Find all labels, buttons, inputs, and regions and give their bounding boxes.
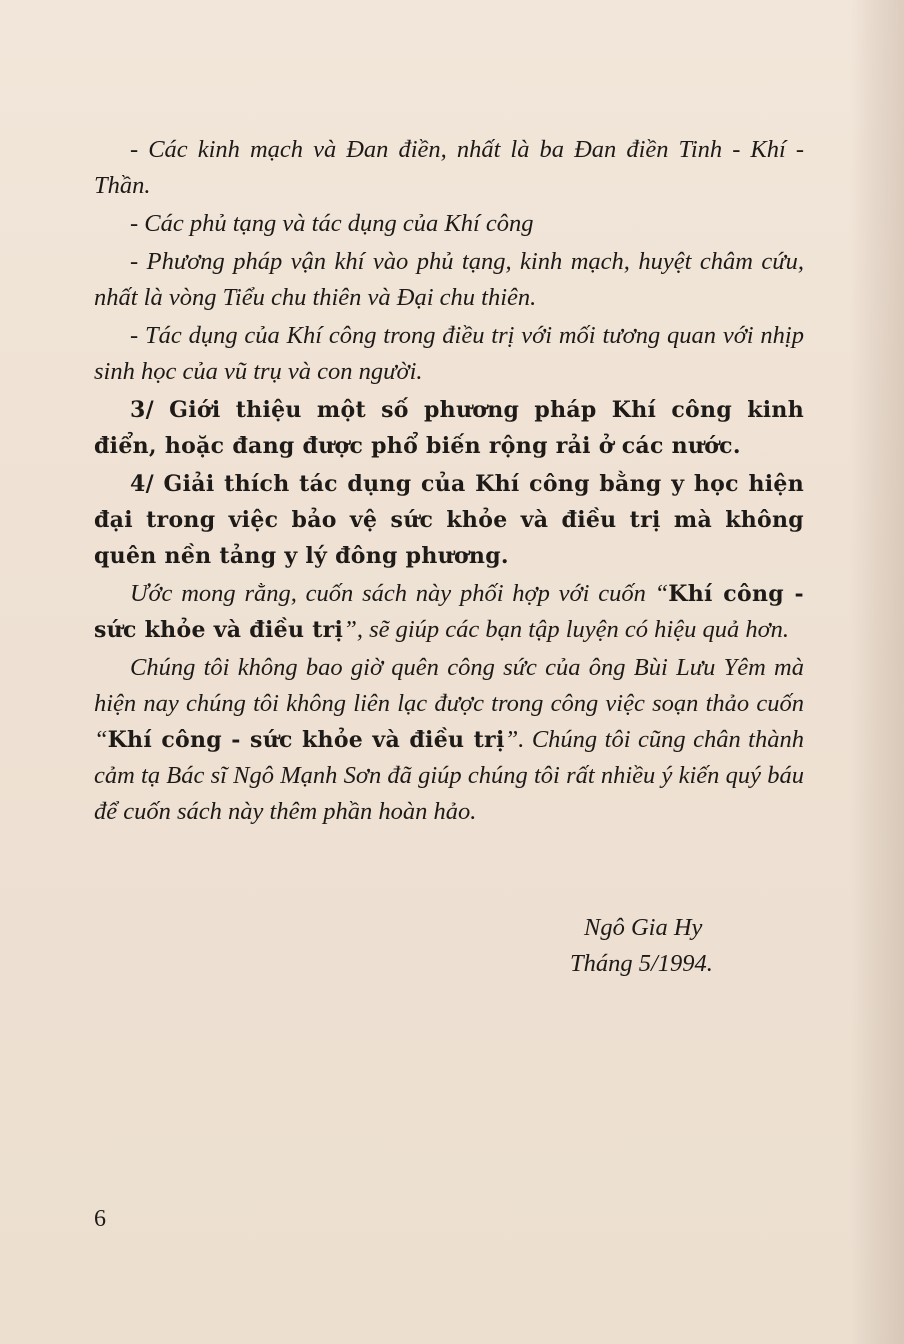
item-kinh-mach: - Các kinh mạch và Đan điền, nhất là ba Đan điền Tinh - Khí - Thần. [94, 136, 804, 199]
book-title: Khí công - sức khỏe và điều trị [94, 581, 804, 643]
hope-text-end: ”, sẽ giúp các bạn tập luyện có hiệu quả hơn. [343, 616, 790, 643]
book-title: Khí công - sức khỏe và điều trị [107, 727, 505, 753]
item-phu-tang: - Các phủ tạng và tác dụng của Khí công [130, 210, 534, 237]
item-tac-dung: - Tác dụng của Khí công trong điều trị với mối tương quan với nhịp sinh học của vũ trụ và con người. [94, 322, 804, 385]
signature-block [570, 910, 713, 982]
signature-date: Tháng 5/1994. [570, 950, 713, 977]
page-number: 6 [94, 1206, 106, 1232]
section-3: 3/ Giới thiệu một số phương pháp Khí công kinh điển, hoặc đang được phổ biến rộng rải ở các nước. [94, 397, 804, 459]
thanks-text-end: ”. Chúng tôi cũng chân thành cảm tạ Bác sĩ Ngô Mạnh Sơn đã giúp chúng tôi rất nhiều ý kiến quý báu để cuốn sách này thêm phần hoàn hảo. [94, 726, 804, 825]
author-name: Ngô Gia Hy [584, 914, 703, 941]
section-4: 4/ Giải thích tác dụng của Khí công bằng y học hiện đại trong việc bảo vệ sức khỏe và điều trị mà không quên nền tảng y lý đông phương. [94, 471, 804, 569]
hope-paragraph [94, 576, 804, 648]
thanks-text-start: Chúng tôi không bao giờ quên công sức của ông Bùi Lưu Yêm mà hiện nay chúng tôi không liên lạc được trong công việc soạn thảo cuốn “ [94, 654, 804, 753]
hope-text-start: Ước mong rằng, cuốn sách này phối hợp với cuốn “ [130, 580, 669, 607]
thanks-paragraph [94, 650, 804, 830]
page-body [94, 132, 804, 832]
item-van-khi: - Phương pháp vận khí vào phủ tạng, kinh mạch, huyệt châm cứu, nhất là vòng Tiểu chu thiên và Đại chu thiên. [94, 248, 804, 311]
